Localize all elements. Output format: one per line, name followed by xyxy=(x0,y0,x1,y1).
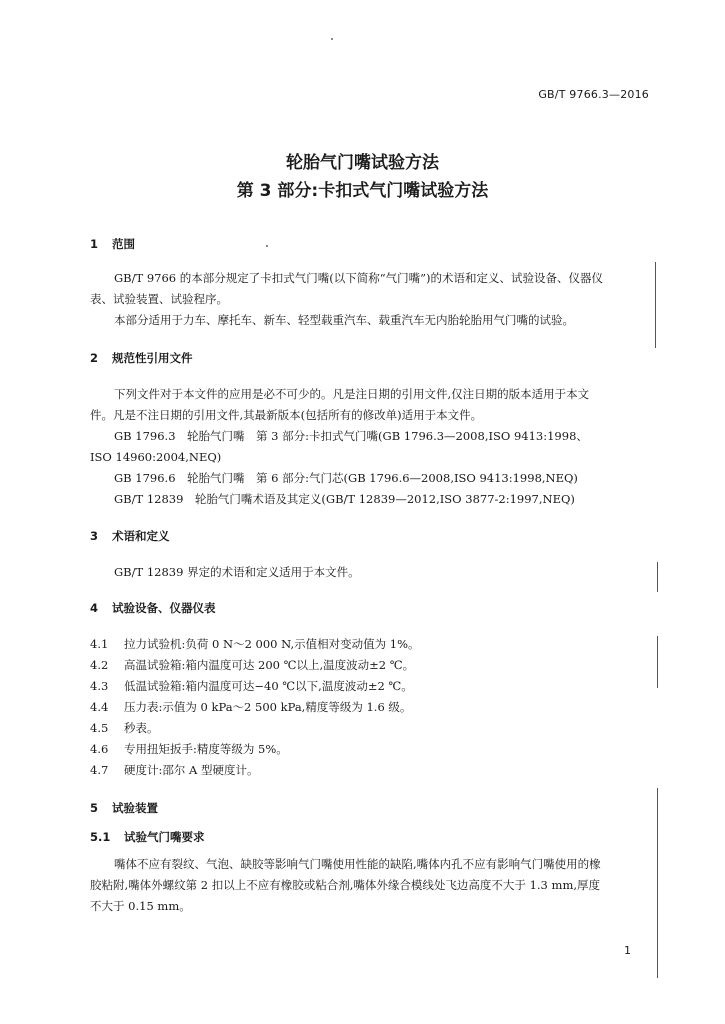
section-title: 试验装置 xyxy=(112,801,158,815)
list-item xyxy=(90,741,288,757)
list-item xyxy=(90,657,414,673)
subsection-number: 5.1 xyxy=(90,830,111,844)
list-item xyxy=(90,720,159,736)
section-number: 4 xyxy=(90,601,99,615)
item-text: 低温试验箱:箱内温度可达−40 ℃以下,温度波动±2 ℃。 xyxy=(124,679,413,693)
list-item xyxy=(90,762,259,778)
section-2-heading xyxy=(90,350,193,366)
paragraph-line: 不大于 0.15 mm。 xyxy=(90,899,191,913)
list-item xyxy=(90,699,411,715)
reference-line: ISO 14960:2004,NEQ) xyxy=(90,450,222,464)
item-number: 4.6 xyxy=(90,742,109,756)
scan-artifact-bar xyxy=(655,262,656,348)
section-title: 规范性引用文件 xyxy=(112,351,193,365)
page-number: 1 xyxy=(624,944,631,957)
reference-line: GB/T 12839 轮胎气门嘴术语及其定义(GB/T 12839—2012,ISO 3877-2:1997,NEQ) xyxy=(114,492,575,506)
section-3-heading xyxy=(90,528,170,544)
reference-line: GB 1796.3 轮胎气门嘴 第 3 部分:卡扣式气门嘴(GB 1796.3—2008,ISO 9413:1998、 xyxy=(114,429,588,443)
paragraph-line: 件。凡是不注日期的引用文件,其最新版本(包括所有的修改单)适用于本文件。 xyxy=(90,408,483,422)
scan-speck xyxy=(266,245,268,247)
item-number: 4.3 xyxy=(90,679,109,693)
item-text: 硬度计:邵尔 A 型硬度计。 xyxy=(124,763,259,777)
paragraph-line: GB/T 12839 界定的术语和定义适用于本文件。 xyxy=(114,565,360,579)
section-1-heading xyxy=(90,236,135,252)
item-text: 拉力试验机:负荷 0 N～2 000 N,示值相对变动值为 1%。 xyxy=(124,637,420,651)
item-text: 秒表。 xyxy=(124,721,159,735)
section-number: 3 xyxy=(90,529,99,543)
paragraph-line: 本部分适用于力车、摩托车、新车、轻型载重汽车、载重汽车无内胎轮胎用气门嘴的试验。 xyxy=(114,313,574,327)
standard-number: GB/T 9766.3—2016 xyxy=(538,88,649,101)
section-title: 试验设备、仪器仪表 xyxy=(112,601,216,615)
item-number: 4.1 xyxy=(90,637,109,651)
section-4-heading xyxy=(90,600,216,616)
item-number: 4.4 xyxy=(90,700,109,714)
scan-artifact-bar xyxy=(657,562,658,592)
item-text: 专用扭矩扳手:精度等级为 5%。 xyxy=(124,742,288,756)
subsection-title: 试验气门嘴要求 xyxy=(124,830,205,844)
item-number: 4.5 xyxy=(90,721,109,735)
section-title: 范围 xyxy=(112,237,135,251)
reference-line: GB 1796.6 轮胎气门嘴 第 6 部分:气门芯(GB 1796.6—2008,ISO 9413:1998,NEQ) xyxy=(114,471,578,485)
paragraph-line: GB/T 9766 的本部分规定了卡扣式气门嘴(以下简称“气门嘴”)的术语和定义、试验设备、仪器仪 xyxy=(114,271,603,285)
document-subtitle: 第 3 部分:卡扣式气门嘴试验方法 xyxy=(236,181,489,201)
section-title: 术语和定义 xyxy=(112,529,170,543)
document-title: 轮胎气门嘴试验方法 xyxy=(286,153,439,173)
item-text: 高温试验箱:箱内温度可达 200 ℃以上,温度波动±2 ℃。 xyxy=(124,658,415,672)
section-number: 1 xyxy=(90,237,99,251)
paragraph-line: 胶粘附,嘴体外螺纹第 2 扣以上不应有橡胶或粘合剂,嘴体外缘合模线处飞边高度不大于 1.3 mm,厚度 xyxy=(90,878,600,892)
section-5-heading xyxy=(90,800,158,816)
paragraph-line: 嘴体不应有裂纹、气泡、缺胶等影响气门嘴使用性能的缺陷,嘴体内孔不应有影响气门嘴使用的橡 xyxy=(114,857,601,871)
list-item xyxy=(90,636,420,652)
item-number: 4.7 xyxy=(90,763,109,777)
list-item xyxy=(90,678,413,694)
paragraph-line: 下列文件对于本文件的应用是必不可少的。凡是注日期的引用文件,仅注日期的版本适用于本文 xyxy=(114,387,590,401)
section-number: 5 xyxy=(90,801,99,815)
scan-artifact-bar xyxy=(657,788,658,978)
scan-speck xyxy=(331,38,333,40)
subsection-5-1-heading xyxy=(90,829,205,845)
item-number: 4.2 xyxy=(90,658,109,672)
paragraph-line: 表、试验装置、试验程序。 xyxy=(90,292,228,306)
section-number: 2 xyxy=(90,351,99,365)
item-text: 压力表:示值为 0 kPa～2 500 kPa,精度等级为 1.6 级。 xyxy=(124,700,412,714)
scan-artifact-bar xyxy=(657,636,658,688)
